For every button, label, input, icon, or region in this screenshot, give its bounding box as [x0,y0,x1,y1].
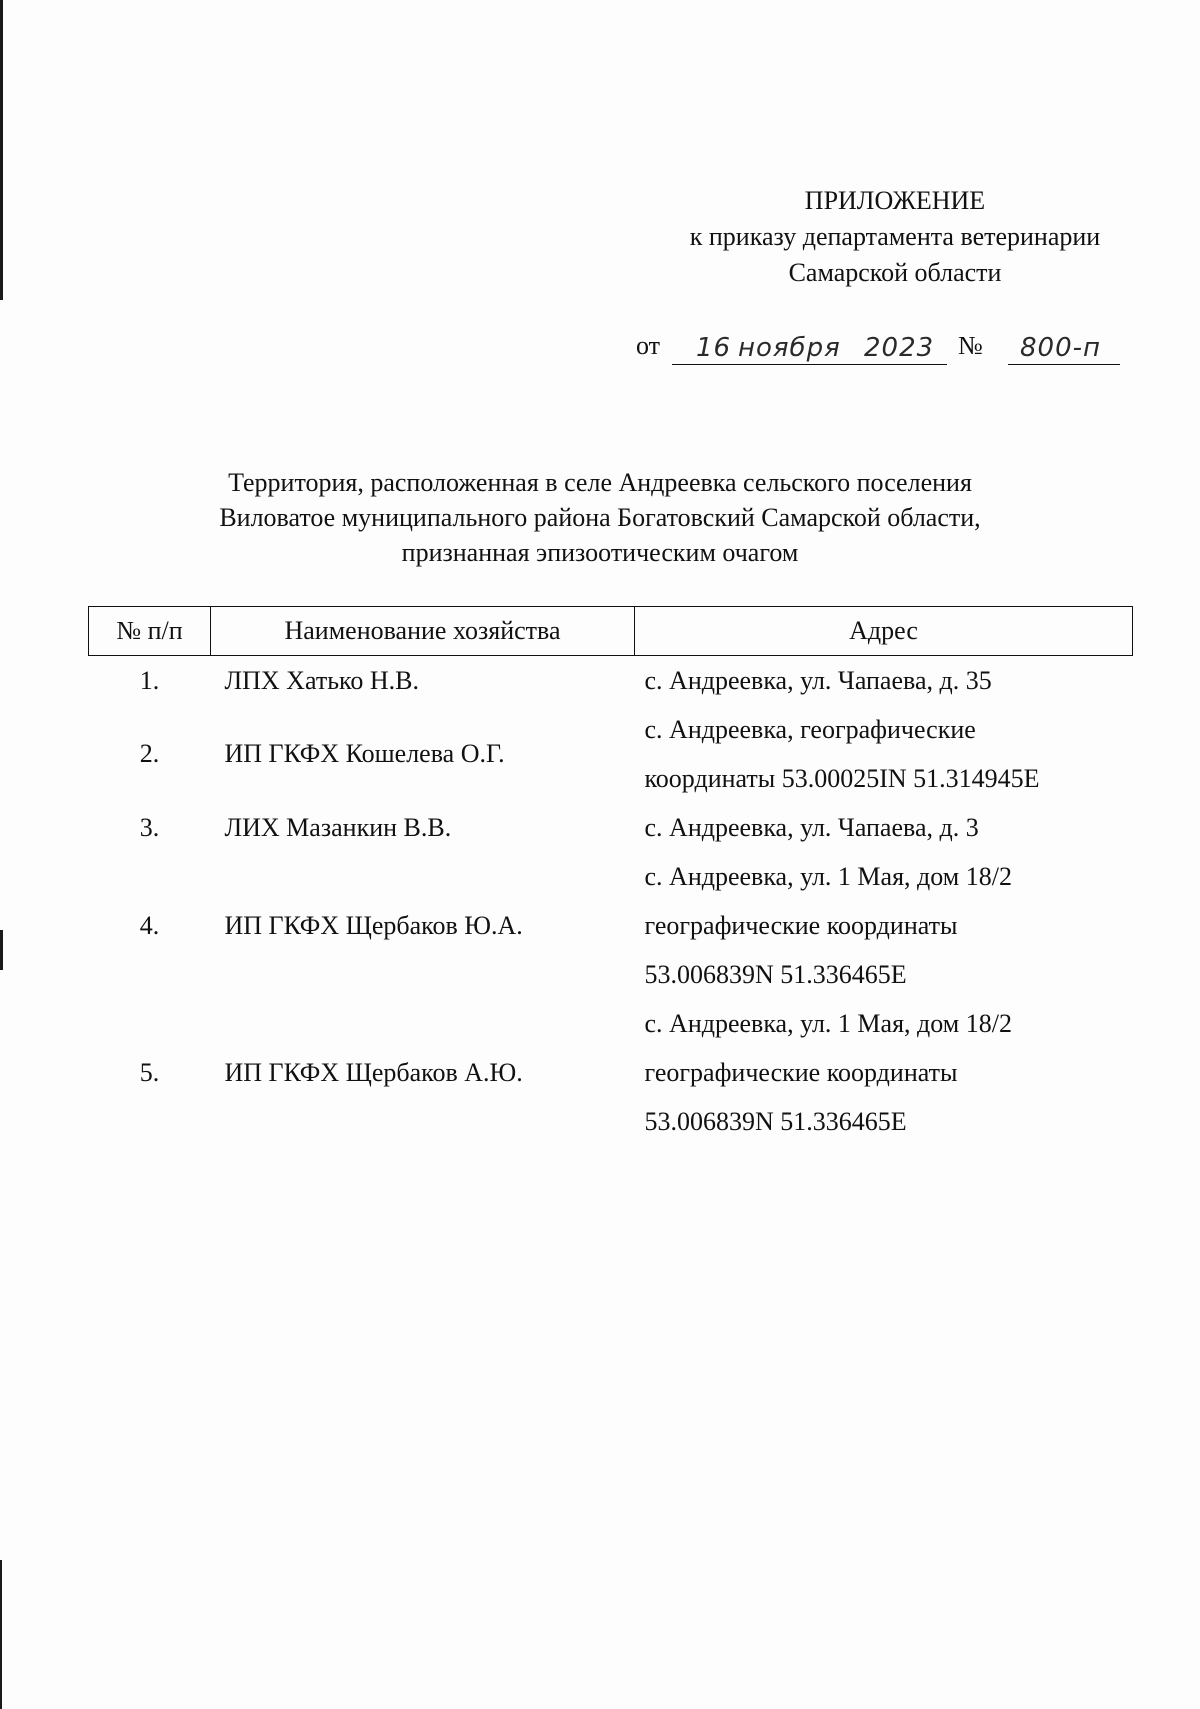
table-row [89,705,1133,803]
farm-address [635,705,1133,803]
address-line: с. Андреевка, ул. 1 Мая, дом 18/2 [644,862,1012,891]
column-header-name: Наименование хозяйства [211,607,635,656]
date-underline [672,364,947,365]
address-line: с. Андреевка, ул. Чапаева, д. 3 [644,813,979,842]
address-line: 53.006839N 51.336465E [644,960,907,989]
appendix-title: ПРИЛОЖЕНИЕ [804,186,986,215]
column-header-number: № п/п [89,607,211,656]
handwritten-day: 16 [696,333,732,363]
column-header-address: Адрес [635,607,1133,656]
address-line: с. Андреевка, ул. Чапаева, д. 35 [644,666,992,695]
farm-name: ЛИХ Мазанкин В.В. [224,812,452,842]
table-row [89,656,1133,706]
handwritten-year: 2023 [864,333,935,363]
farm-address [635,656,1133,706]
document-title [150,465,1050,570]
number-label: № [958,331,983,360]
address-line: географические координаты [644,1058,958,1087]
scan-edge-mark [0,930,3,970]
address-line: 53.006839N 51.336465E [644,1107,907,1136]
farm-name: ИП ГКФХ Щербаков А.Ю. [224,1057,523,1087]
title-line-2: Виловатое муниципального района Богатовский Самарской области, [219,503,981,532]
farm-name: ИП ГКФХ Кошелева О.Г. [224,739,505,768]
appendix-region: Самарской области [788,258,1002,287]
order-date-number-line [636,327,1126,367]
address-line: географические координаты [644,911,958,940]
farm-name: ИП ГКФХ Щербаков Ю.А. [224,910,523,940]
handwritten-month: ноября [738,333,841,363]
farm-address [635,999,1133,1146]
row-number: 3. [139,812,160,842]
row-number: 4. [139,910,160,940]
farm-name: ЛПХ Хатько Н.В. [224,665,419,695]
address-line: с. Андреевка, ул. 1 Мая, дом 18/2 [644,1009,1012,1038]
farm-address [635,852,1133,999]
title-line-1: Территория, расположенная в селе Андреевка сельского поселения [228,468,972,497]
row-number: 1. [139,665,160,695]
farms-table [88,606,1133,1146]
farm-address [635,803,1133,852]
scan-edge-mark [0,0,3,300]
address-line: координаты 53.00025IN 51.314945E [644,764,1040,793]
from-label: от [636,331,661,360]
table-row [89,803,1133,852]
appendix-header [655,183,1135,291]
table-row [89,999,1133,1146]
table-header-row [89,607,1133,656]
handwritten-order-number: 800-п [1020,333,1102,363]
title-line-3: признанная эпизоотическим очагом [401,538,799,567]
appendix-subtitle: к приказу департамента ветеринарии [689,222,1101,251]
scan-edge-mark [0,1560,2,1709]
row-number: 5. [139,1057,160,1087]
row-number: 2. [139,739,160,768]
address-line: с. Андреевка, географические [644,715,976,744]
table-row [89,852,1133,999]
number-underline [1008,364,1120,365]
